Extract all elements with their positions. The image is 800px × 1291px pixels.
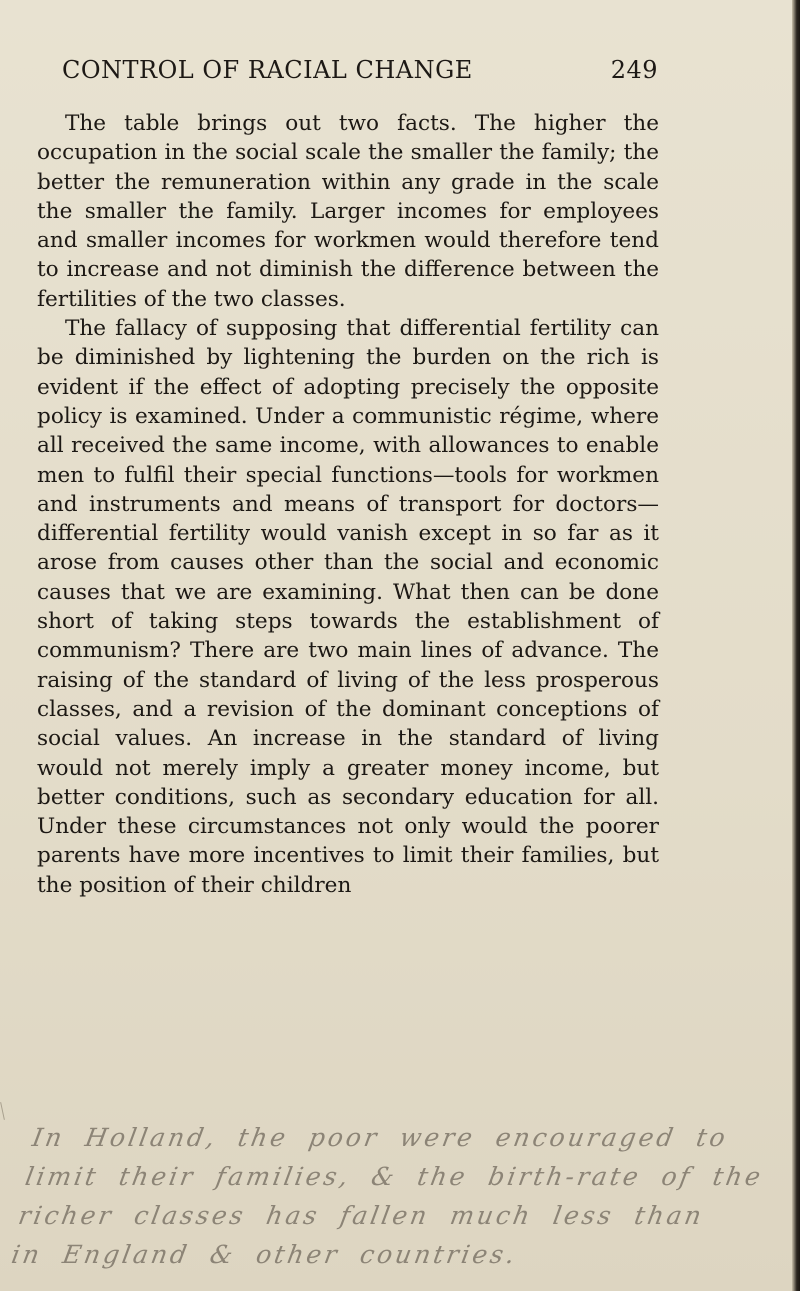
page-edge-shadow (792, 0, 800, 1291)
handwritten-line-4: in England & other countries. (9, 1240, 520, 1269)
paragraph-2: The fallacy of supposing that differential fertility can be diminished by lightening the burden on the rich is evident if the effect of adopting precisely the opposite policy is examined. Under a communistic régime, where all received the same income, with allowances to enable men to fulfil their special functions—tools for workmen and instruments and means of transport for doctors—differential fertility would vanish except in so far as it arose from causes other than the social and economic causes that we are examining. What then can be done short of taking steps towards the establishment of communism? There are two main lines of advance. The raising of the standard of living of the less prosperous classes, and a revision of the dominant conceptions of social values. An increase in the standard of living would not merely imply a greater money income, but better conditions, such as secondary education for all. Under these circumstances not only would the poorer parents have more incentives to limit their families, but the position of their children (37, 316, 659, 898)
paragraph-1: The table brings out two facts. The higher the occupation in the social scale the smaller the family; the better the remuneration within any grade in the scale the smaller the family. Larger incomes for employees and smaller incomes for workmen would therefore tend to increase and not diminish the difference between the fertilities of the two classes. (37, 111, 659, 312)
handwritten-note (8, 1118, 786, 1274)
handwritten-line-2: limit their families, & the birth-rate of the (23, 1162, 766, 1191)
running-title: CONTROL OF RACIAL CHANGE (62, 56, 473, 84)
page-number: 249 (610, 56, 658, 84)
body-text (37, 109, 659, 900)
handwritten-line-1: In Holland, the poor were encouraged to (30, 1123, 731, 1152)
running-header (62, 56, 658, 92)
handwritten-line-3: richer classes has fallen much less than (16, 1201, 707, 1230)
pencil-mark (0, 1102, 5, 1120)
